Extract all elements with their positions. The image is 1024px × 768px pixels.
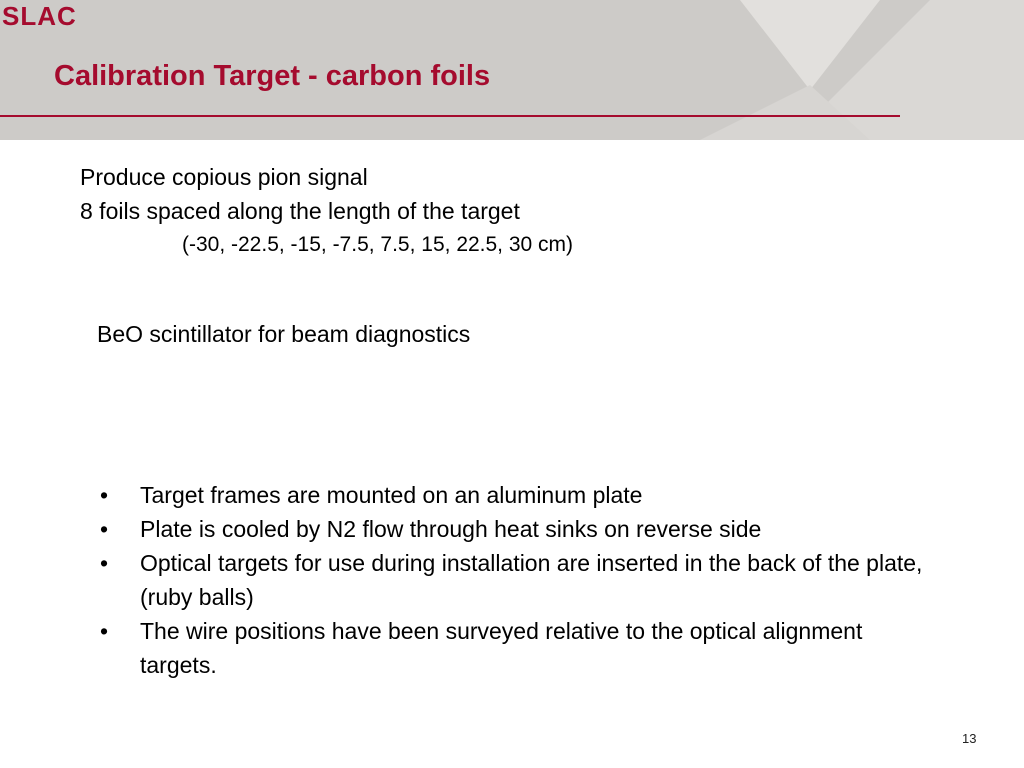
slac-logo bbox=[0, 0, 82, 30]
bullet-text: Target frames are mounted on an aluminum plate bbox=[140, 482, 643, 508]
bullet-glyph: • bbox=[100, 550, 109, 576]
bullet-text: Plate is cooled by N2 flow through heat sinks on reverse side bbox=[140, 516, 762, 542]
body-line-foils: 8 foils spaced along the length of the target bbox=[80, 198, 520, 224]
page-number: 13 bbox=[962, 731, 977, 746]
bullet-item bbox=[100, 512, 930, 546]
bullet-list bbox=[100, 478, 930, 682]
bullet-glyph: • bbox=[100, 516, 109, 542]
body-line-pion-signal: Produce copious pion signal bbox=[80, 164, 368, 190]
bullet-glyph: • bbox=[100, 618, 109, 644]
bullet-item bbox=[100, 614, 930, 682]
body-line-foil-positions: (-30, -22.5, -15, -7.5, 7.5, 15, 22.5, 30 cm) bbox=[182, 233, 574, 256]
bullet-glyph: • bbox=[100, 482, 109, 508]
slide-title: Calibration Target - carbon foils bbox=[54, 60, 491, 92]
body-line-beo: BeO scintillator for beam diagnostics bbox=[97, 321, 471, 347]
svg-text:SLAC: SLAC bbox=[2, 1, 77, 30]
bullet-text: Optical targets for use during installation are inserted in the back of the plate, (ruby balls) bbox=[140, 550, 923, 610]
bullet-item bbox=[100, 546, 930, 614]
bullet-item bbox=[100, 478, 930, 512]
slide-header bbox=[0, 0, 1024, 140]
bullet-text: The wire positions have been surveyed relative to the optical alignment targets. bbox=[140, 618, 863, 678]
